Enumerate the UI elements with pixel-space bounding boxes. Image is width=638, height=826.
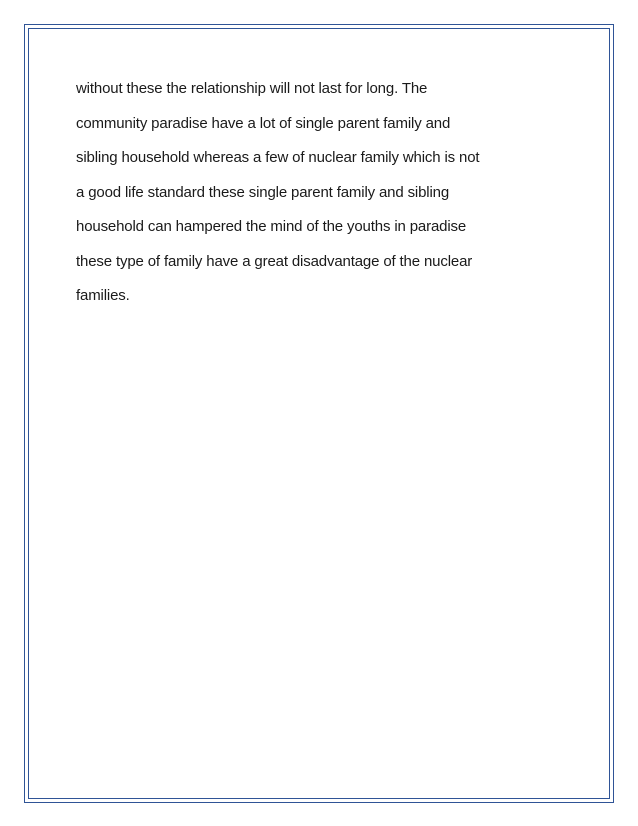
paragraph-line-5: household can hampered the mind of the youths in paradise bbox=[76, 218, 467, 235]
paragraph-line-6: these type of family have a great disadvantage of the nuclear bbox=[76, 252, 473, 270]
paragraph-line-4: a good life standard these single parent family and sibling bbox=[76, 183, 450, 201]
paragraph-line-1: without these the relationship will not last for long. The bbox=[76, 80, 428, 97]
paragraph-line-7: families. bbox=[76, 287, 130, 304]
body-paragraph bbox=[76, 72, 576, 314]
paragraph-line-3: sibling household whereas a few of nuclear family which is not bbox=[76, 149, 480, 166]
paragraph-line-2: community paradise have a lot of single parent family and bbox=[76, 114, 451, 132]
